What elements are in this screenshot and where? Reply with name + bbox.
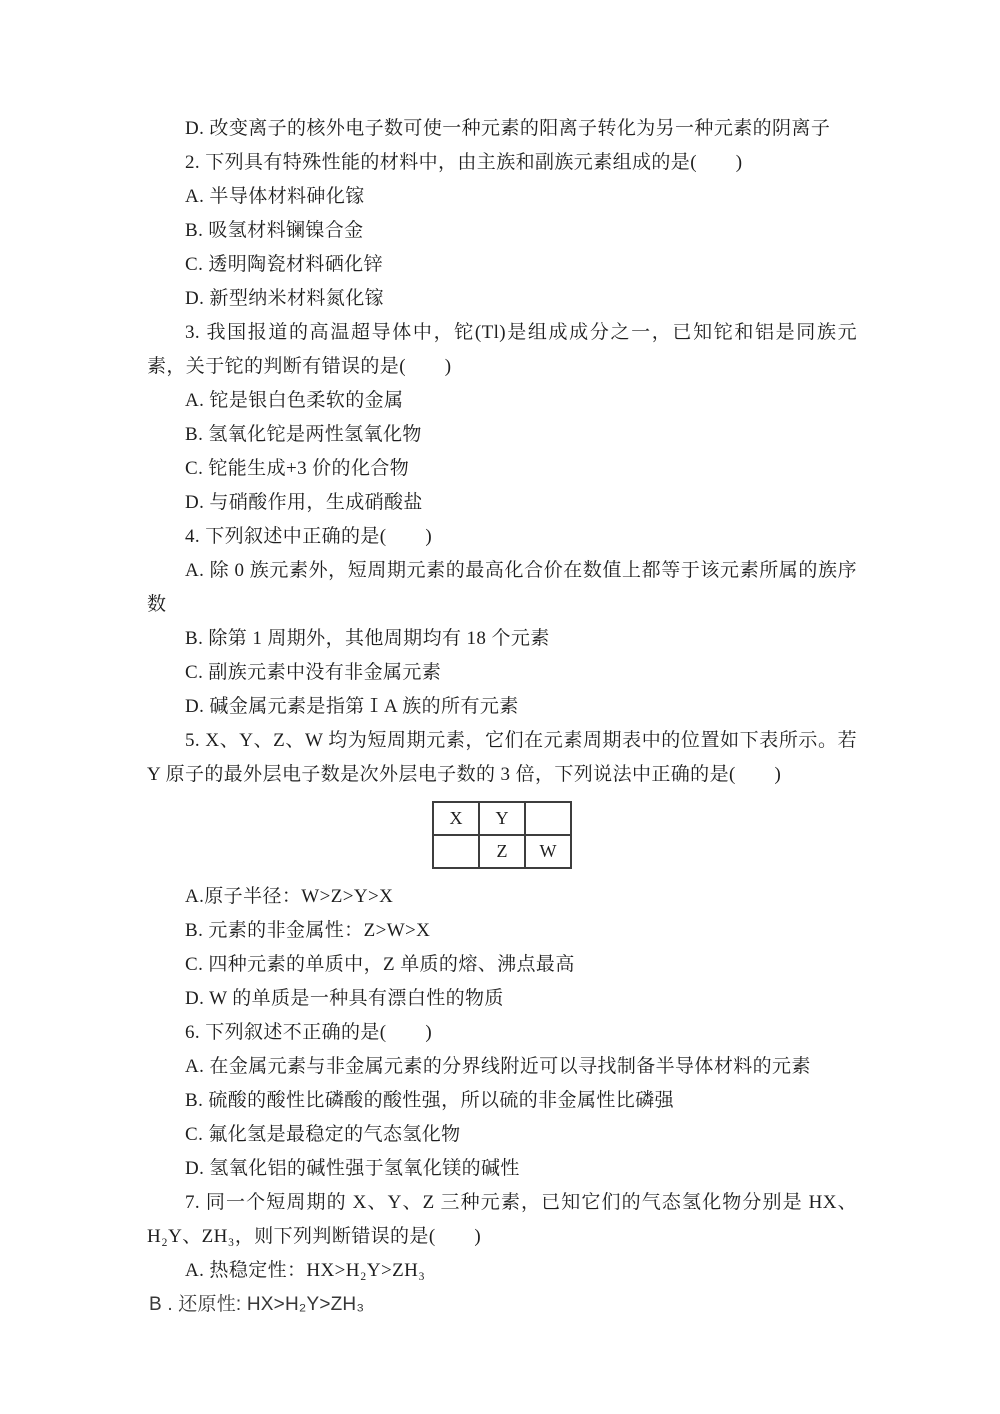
q2-option-d: D. 新型纳米材料氮化镓 — [185, 288, 385, 309]
grid-row-1 — [433, 802, 571, 835]
q7-option-a: A. 热稳定性：HX>H₂Y>ZH₃ — [185, 1260, 426, 1281]
q4-option-b: B. 除第 1 周期外，其他周期均有 18 个元素 — [185, 628, 550, 649]
grid-row-2 — [433, 835, 571, 868]
q5-option-c: C. 四种元素的单质中，Z 单质的熔、沸点最高 — [185, 954, 575, 975]
grid-cell-x: X — [433, 802, 479, 835]
q1-option-d: D. 改变离子的核外电子数可使一种元素的阳离子转化为另一种元素的阴离子 — [185, 118, 831, 139]
q7-stem: 7. 同一个短周期的 X、Y、Z 三种元素，已知它们的气态氢化物分别是 HX、H₂Y、ZH₃，则下列判断错误的是( ) — [147, 1192, 857, 1247]
q4-stem: 4. 下列叙述中正确的是( ) — [185, 526, 433, 547]
q4-option-a: A. 除 0 族元素外，短周期元素的最高化合价在数值上都等于该元素所属的族序数 — [147, 560, 857, 615]
q6-option-c: C. 氟化氢是最稳定的气态氢化物 — [185, 1124, 461, 1145]
q2-option-c: C. 透明陶瓷材料硒化锌 — [185, 254, 383, 275]
q3-option-c: C. 铊能生成+3 价的化合物 — [185, 458, 410, 479]
q3-stem: 3. 我国报道的高温超导体中，铊(Tl)是组成成分之一，已知铊和铝是同族元素，关于铊的判断有错误的是( ) — [147, 322, 857, 377]
grid-cell-w: W — [525, 835, 571, 868]
q6-option-d: D. 氢氧化铝的碱性强于氢氧化镁的碱性 — [185, 1158, 520, 1179]
q5-element-position-grid-wrap — [147, 801, 857, 869]
grid-cell-empty-1 — [525, 802, 571, 835]
q2-option-b: B. 吸氢材料镧镍合金 — [185, 220, 364, 241]
q3-option-b: B. 氢氧化铊是两性氢氧化物 — [185, 424, 422, 445]
grid-cell-empty-2 — [433, 835, 479, 868]
q4-option-d: D. 碱金属元素是指第ⅠA 族的所有元素 — [185, 696, 519, 717]
q6-option-b: B. 硫酸的酸性比磷酸的酸性强，所以硫的非金属性比磷强 — [185, 1090, 674, 1111]
q6-option-a: A. 在金属元素与非金属元素的分界线附近可以寻找制备半导体材料的元素 — [185, 1056, 811, 1077]
q5-option-b: B. 元素的非金属性：Z>W>X — [185, 920, 431, 941]
q5-stem: 5. X、Y、Z、W 均为短周期元素，它们在元素周期表中的位置如下表所示。若 Y 原子的最外层电子数是次外层电子数的 3 倍，下列说法中正确的是( ) — [147, 730, 857, 785]
q2-stem: 2. 下列具有特殊性能的材料中，由主族和副族元素组成的是( ) — [185, 152, 743, 173]
q2-option-a: A. 半导体材料砷化镓 — [185, 186, 365, 207]
q6-stem: 6. 下列叙述不正确的是( ) — [185, 1022, 433, 1043]
q3-option-d: D. 与硝酸作用，生成硝酸盐 — [185, 492, 423, 513]
q4-option-c: C. 副族元素中没有非金属元素 — [185, 662, 442, 683]
q5-option-a: A.原子半径：W>Z>Y>X — [185, 886, 394, 907]
grid-cell-y: Y — [479, 802, 525, 835]
q5-element-position-grid — [432, 801, 572, 869]
q7-option-b: B . 还原性: HX>H₂Y>ZH₃ — [149, 1294, 365, 1315]
q3-option-a: A. 铊是银白色柔软的金属 — [185, 390, 404, 411]
q5-option-d: D. W 的单质是一种具有漂白性的物质 — [185, 988, 504, 1009]
grid-cell-z: Z — [479, 835, 525, 868]
